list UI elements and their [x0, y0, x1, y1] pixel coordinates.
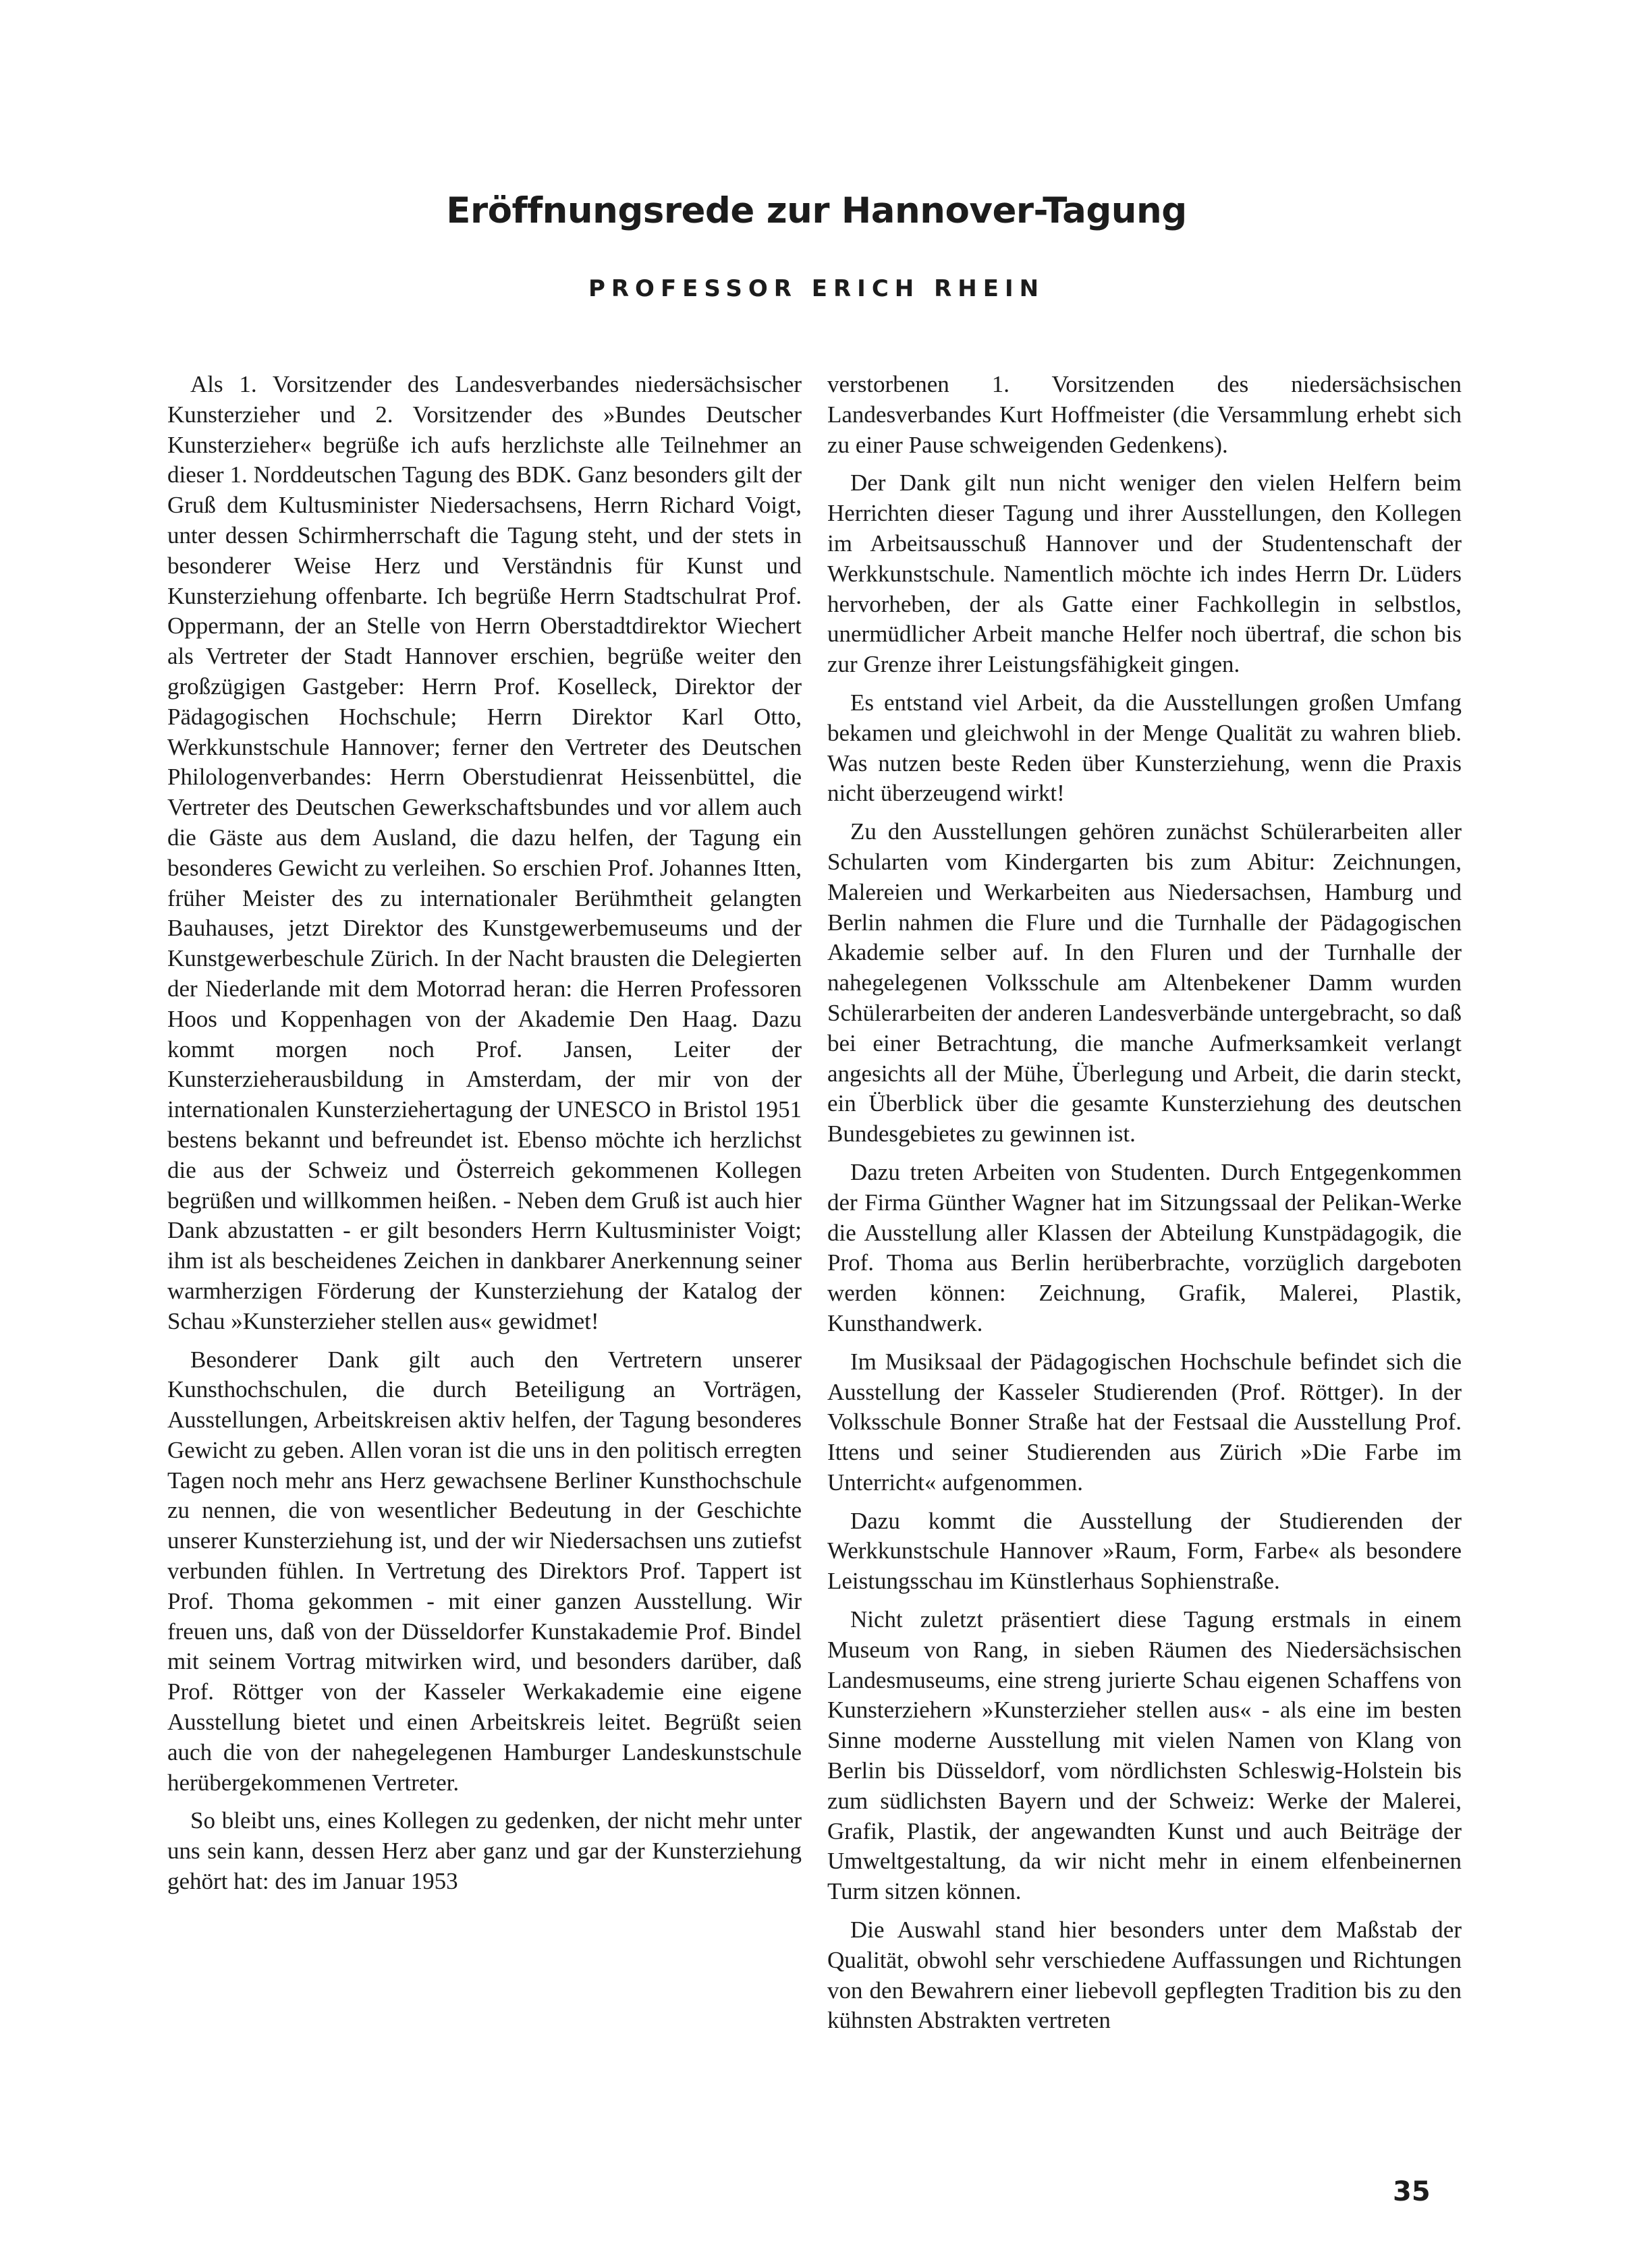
paragraph: Es entstand viel Arbeit, da die Ausstellungen großen Umfang bekamen und gleichwohl in der Menge Qualität zu wahren blieb. Was nutzen beste Reden über Kunsterziehung, wenn die Praxis nicht überzeugend wirkt!: [827, 689, 1462, 807]
paragraph: verstorbenen 1. Vorsitzenden des niedersächsischen Landesverbandes Kurt Hoffmeister (die Versammlung erhebt sich zu einer Pause schweigenden Gedenkens).: [827, 371, 1462, 458]
paragraph: Besonderer Dank gilt auch den Vertretern unserer Kunsthochschulen, die durch Beteiligung an Vorträgen, Ausstellungen, Arbeitskreisen aktiv helfen, der Tagung besonderes Gewicht zu geben. Allen voran ist die uns in den politisch erregten Tagen noch mehr ans Herz gewachsene Berliner Kunsthochschule zu nennen, die von wesentlicher Bedeutung in der Geschichte unserer Kunsterziehung ist, und der wir Niedersachsen uns zutiefst verbunden fühlen. In Vertretung des Direktors Prof. Tappert ist Prof. Thoma gekommen - mit einer ganzen Ausstellung. Wir freuen uns, daß von der Düsseldorfer Kunstakademie Prof. Bindel mit seinem Vortrag mitwirken wird, und besonders darüber, daß Prof. Röttger von der Kasseler Werkakademie eine eigene Ausstellung bietet und einen Arbeitskreis leitet. Begrüßt seien auch die von der nahegelegenen Hamburger Landeskunstschule herübergekommenen Vertreter.: [167, 1346, 802, 1796]
text-column-left: [167, 370, 802, 1905]
paragraph: Dazu treten Arbeiten von Studenten. Durch Entgegenkommen der Firma Günther Wagner hat im Sitzungssaal der Pelikan-Werke die Ausstellung aller Klassen der Abteilung Kunstpädagogik, die Prof. Thoma aus Berlin herüberbrachte, vorzüglich dargeboten werden können: Zeichnung, Grafik, Malerei, Plastik, Kunsthandwerk.: [827, 1158, 1462, 1336]
text-column-right: [827, 370, 1462, 2044]
paragraph: Im Musiksaal der Pädagogischen Hochschule befindet sich die Ausstellung der Kasseler Studierenden (Prof. Röttger). In der Volksschule Bonner Straße hat der Festsaal die Ausstellung Prof. Ittens und seiner Studierenden aus Zürich »Die Farbe im Unterricht« aufgenommen.: [827, 1348, 1462, 1496]
paragraph: Als 1. Vorsitzender des Landesverbandes niedersächsischer Kunsterzieher und 2. Vorsitzender des »Bundes Deutscher Kunsterzieher« begrüße ich aufs herzlichste alle Teilnehmer an dieser 1. Norddeutschen Tagung des BDK. Ganz besonders gilt der Gruß dem Kultusminister Niedersachsens, Herrn Richard Voigt, unter dessen Schirmherrschaft die Tagung steht, und der stets in besonderer Weise Herz und Verständnis für Kunst und Kunsterziehung offenbarte. Ich begrüße Herrn Stadtschulrat Prof. Oppermann, der an Stelle von Herrn Oberstadtdirektor Wiechert als Vertreter der Stadt Hannover erschien, begrüße weiter den großzügigen Gastgeber: Herrn Prof. Koselleck, Direktor der Pädagogischen Hochschule; Herrn Direktor Karl Otto, Werkkunstschule Hannover; ferner den Vertreter des Deutschen Philologenverbandes: Herrn Oberstudienrat Heissenbüttel, die Vertreter des Deutschen Gewerkschaftsbundes und vor allem auch die Gäste aus dem Ausland, die dazu helfen, der Tagung ein besonderes Gewicht zu verleihen. So erschien Prof. Johannes Itten, früher Meister des zu internationaler Berühmtheit gelangten Bauhauses, jetzt Direktor des Kunstgewerbemuseums und der Kunstgewerbeschule Zürich. In der Nacht brausten die Delegierten der Niederlande mit dem Motorrad heran: die Herren Professoren Hoos und Koppenhagen von der Akademie Den Haag. Dazu kommt morgen noch Prof. Jansen, Leiter der Kunsterzieherausbildung in Amsterdam, der mir von der internationalen Kunsterziehertagung der UNESCO in Bristol 1951 bestens bekannt und befreundet ist. Ebenso möchte ich herzlichst die aus der Schweiz und Österreich gekommenen Kollegen begrüßen und willkommen heißen. - Neben dem Gruß ist auch hier Dank abzustatten - er gilt besonders Herrn Kultusminister Voigt; ihm ist als bescheidenes Zeichen in dankbarer Anerkennung seiner warmherzigen Förderung der Kunsterziehung der Katalog der Schau »Kunsterzieher stellen aus« gewidmet!: [167, 371, 802, 1334]
paragraph: Nicht zuletzt präsentiert diese Tagung erstmals in einem Museum von Rang, in sieben Räumen des Niedersächsischen Landesmuseums, eine streng jurierte Schau eigenen Schaffens von Kunsterziehern »Kunsterzieher stellen aus« - als eine im besten Sinne moderne Ausstellung mit vielen Namen von Klang von Berlin bis Düsseldorf, vom nördlichsten Schleswig-Holstein bis zum südlichsten Bayern und der Schweiz: Werke der Malerei, Grafik, Plastik, der angewandten Kunst und auch Beiträge der Umweltgestaltung, da wir nicht mehr in einem elfenbeinernen Turm sitzen können.: [827, 1606, 1462, 1905]
article-title: Eröffnungsrede zur Hannover-Tagung: [446, 190, 1187, 231]
page-number: 35: [1393, 2176, 1431, 2207]
article-author: PROFESSOR ERICH RHEIN: [588, 275, 1045, 302]
paragraph: Die Auswahl stand hier besonders unter dem Maßstab der Qualität, obwohl sehr verschiedene Auffassungen und Richtungen von den Bewahrern einer liebevoll gepflegten Tradition bis zu den kühnsten Abstrakten vertreten: [827, 1917, 1462, 2034]
paragraph: Der Dank gilt nun nicht weniger den vielen Helfern beim Herrichten dieser Tagung und ihrer Ausstellungen, den Kollegen im Arbeitsausschuß Hannover und der Studentenschaft der Werkkunstschule. Namentlich möchte ich indes Herrn Dr. Lüders hervorheben, der als Gatte einer Fachkollegin in selbstlos, unermüdlicher Arbeit manche Helfer noch übertraf, die schon bis zur Grenze ihrer Leistungsfähigkeit gingen.: [827, 470, 1462, 678]
paragraph: Dazu kommt die Ausstellung der Studierenden der Werkkunstschule Hannover »Raum, Form, Farbe« als besondere Leistungsschau im Künstlerhaus Sophienstraße.: [827, 1507, 1462, 1595]
paragraph: Zu den Ausstellungen gehören zunächst Schülerarbeiten aller Schularten vom Kindergarten bis zum Abitur: Zeichnungen, Malereien und Werkarbeiten aus Niedersachsen, Hamburg und Berlin nahmen die Flure und die Turnhalle der Pädagogischen Akademie selber auf. In den Fluren und der Turnhalle der nahegelegenen Volksschule am Altenbekener Damm wurden Schülerarbeiten der anderen Landesverbände untergebracht, so daß bei einer Betrachtung, die manche Aufmerksamkeit verlangt angesichts all der Mühe, Überlegung und Arbeit, die darin steckt, ein Überblick über die gesamte Kunsterziehung des deutschen Bundesgebietes zu gewinnen ist.: [827, 818, 1462, 1147]
paragraph: So bleibt uns, eines Kollegen zu gedenken, der nicht mehr unter uns sein kann, dessen Herz aber ganz und gar der Kunsterziehung gehört hat: des im Januar 1953: [167, 1807, 802, 1895]
